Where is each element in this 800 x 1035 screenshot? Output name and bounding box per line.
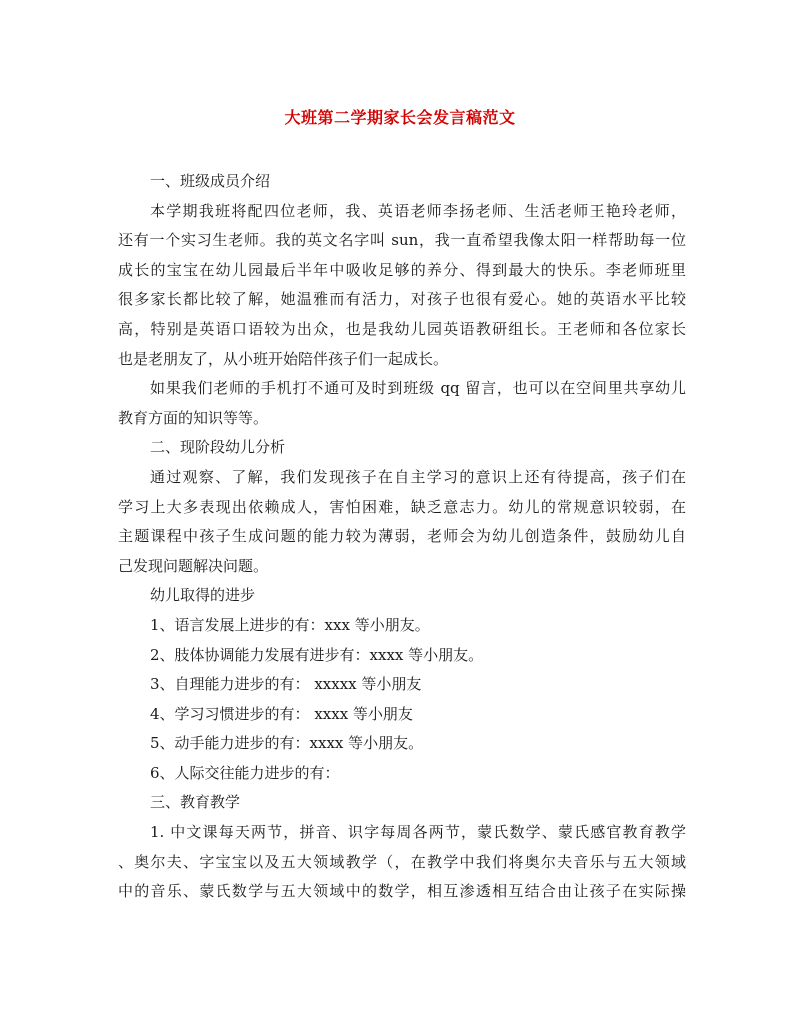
text-line: 三、教育教学 [150, 793, 241, 812]
text-line: 成长的宝宝在幼儿园最后半年中吸收足够的养分、得到最大的快乐。李老师班里 [118, 260, 686, 279]
text-line: 高，特别是英语口语较为出众，也是我幼儿园英语教研组长。王老师和各位家长 [118, 319, 686, 338]
text-line: 一、班级成员介绍 [150, 172, 271, 190]
text-line: 二、现阶段幼儿分析 [150, 438, 286, 457]
text-line: 也是老朋友了，从小班开始陪伴孩子们一起成长。 [118, 349, 449, 368]
text-line: 、奥尔夫、字宝宝以及五大领域教学（，在教学中我们将奥尔夫音乐与五大领域 [118, 852, 686, 871]
text-line: 本学期我班将配四位老师，我、英语老师李扬老师、生活老师王艳玲老师， [150, 201, 686, 220]
document-body [118, 167, 686, 907]
text-line: 3、自理能力进步的有： xxxxx 等小朋友 [150, 675, 422, 694]
text-line: 1. 中文课每天两节，拼音、识字每周各两节，蒙氏数学、蒙氏感官教育教学 [150, 823, 686, 842]
text-line: 己发现问题解决问题。 [118, 556, 269, 575]
text-line: 1、语言发展上进步的有：xxx 等小朋友。 [150, 615, 430, 634]
text-line: 6、人际交往能力进步的有： [150, 763, 340, 782]
text-line: 很多家长都比较了解，她温雅而有活力，对孩子也很有爱心。她的英语水平比较 [118, 290, 686, 309]
text-line: 还有一个实习生老师。我的英文名字叫 sun，我一直希望我像太阳一样帮助每一位 [118, 231, 686, 250]
text-line: 主题课程中孩子生成问题的能力较为薄弱，老师会为幼儿创造条件，鼓励幼儿自 [118, 527, 686, 546]
text-line: 如果我们老师的手机打不通可及时到班级 qq 留言，也可以在空间里共享幼儿 [150, 379, 686, 398]
text-line: 通过观察、了解，我们发现孩子在自主学习的意识上还有待提高，孩子们在 [150, 467, 686, 486]
text-line: 学习上大多表现出依赖成人，害怕困难，缺乏意志力。幼儿的常规意识较弱，在 [118, 497, 686, 516]
text-line: 4、学习习惯进步的有： xxxx 等小朋友 [150, 704, 413, 723]
document-title: 大班第二学期家长会发言稿范文 [284, 108, 516, 127]
text-line: 幼儿取得的进步 [150, 586, 256, 605]
text-line: 中的音乐、蒙氏数学与五大领域中的数学，相互渗透相互结合由让孩子在实际操 [118, 882, 686, 901]
text-line: 教育方面的知识等等。 [118, 408, 269, 427]
text-line: 2、肢体协调能力发展有进步有：xxxx 等小朋友。 [150, 645, 484, 664]
text-line: 5、动手能力进步的有：xxxx 等小朋友。 [150, 734, 424, 753]
